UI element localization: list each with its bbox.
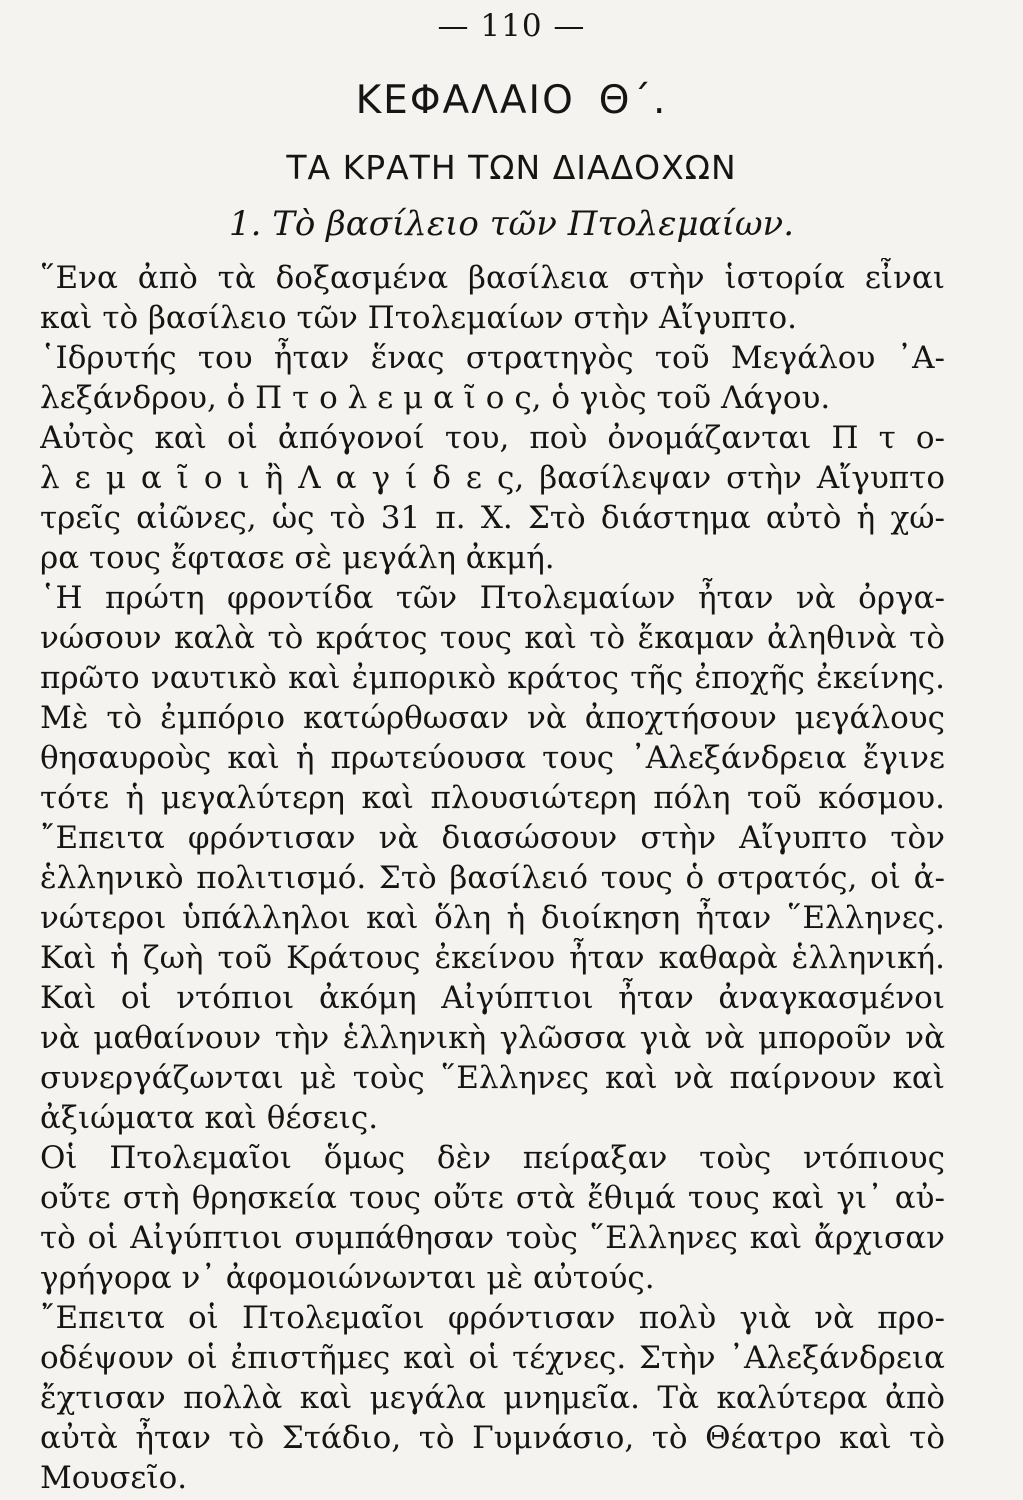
text-line: συνεργάζωνται μὲ τοὺς ῞Ελληνες καὶ νὰ παίρνουν καὶ xyxy=(40,1060,945,1096)
text-line: ῾Η πρώτη φροντίδα τῶν Πτολεμαίων ἦταν νὰ ὀργα- xyxy=(40,580,945,616)
text-line: καὶ τὸ βασίλειο τῶν Πτολεμαίων στὴν Αἴγυπτο. xyxy=(40,300,797,336)
text-line: λ ε μ α ῖ ο ι ἢ Λ α γ ί δ ε ς, βασίλεψαν στὴν Αἴγυπτο xyxy=(40,460,945,496)
text-line: οδέψουν οἱ ἐπιστῆμες καὶ οἱ τέχνες. Στὴν ᾿Αλεξάνδρεια xyxy=(40,1340,945,1376)
text-line: γρήγορα ν᾿ ἀφομοιώνωνται μὲ αὐτούς. xyxy=(40,1260,655,1296)
text-line: Μουσεῖο. xyxy=(40,1460,188,1496)
text-line: Μὲ τὸ ἐμπόριο κατώρθωσαν νὰ ἀποχτήσουν μεγάλους xyxy=(40,700,945,736)
chapter-word: ΚΕΦΑΛΑΙΟ xyxy=(355,78,575,123)
text-line: νώτεροι ὑπάλληλοι καὶ ὅλη ἡ διοίκηση ἦταν ῞Ελληνες. xyxy=(40,900,945,936)
text-line: ῞Ενα ἀπὸ τὰ δοξασμένα βασίλεια στὴν ἱστορία εἶναι xyxy=(40,260,945,296)
section-heading: 1. Τὸ βασίλειο τῶν Πτολεμαίων. xyxy=(228,204,795,244)
text-line: πρῶτο ναυτικὸ καὶ ἐμπορικὸ κράτος τῆς ἐποχῆς ἐκείνης. xyxy=(40,660,945,696)
text-line: ἔχτισαν πολλὰ καὶ μεγάλα μνημεῖα. Τὰ καλύτερα ἀπὸ xyxy=(40,1380,945,1416)
text-line: Οἱ Πτολεμαῖοι ὅμως δὲν πείραξαν τοὺς ντόπιους xyxy=(40,1140,945,1176)
chapter-title xyxy=(0,78,1023,123)
text-line: Αὐτὸς καὶ οἱ ἀπόγονοί του, ποὺ ὀνομάζανται Π τ ο- xyxy=(40,420,945,456)
text-line: θησαυροὺς καὶ ἡ πρωτεύουσα τους ᾿Αλεξάνδρεια ἔγινε xyxy=(40,740,945,776)
text-line: τὸ οἱ Αἰγύπτιοι συμπάθησαν τοὺς ῞Ελληνες καὶ ἄρχισαν xyxy=(40,1220,945,1256)
text-line: τότε ἡ μεγαλύτερη καὶ πλουσιώτερη πόλη τοῦ κόσμου. xyxy=(40,780,945,816)
text-line: ῎Επειτα φρόντισαν νὰ διασώσουν στὴν Αἴγυπτο τὸν xyxy=(40,820,945,856)
text-line: νὰ μαθαίνουν τὴν ἑλληνικὴ γλῶσσα γιὰ νὰ μποροῦν νὰ xyxy=(40,1020,945,1056)
text-line: αὐτὰ ἦταν τὸ Στάδιο, τὸ Γυμνάσιο, τὸ Θέατρο καὶ τὸ xyxy=(40,1420,945,1456)
text-line: τρεῖς αἰῶνες, ὡς τὸ 31 π. Χ. Στὸ διάστημα αὐτὸ ἡ χώ- xyxy=(40,500,945,536)
text-line: Καὶ οἱ ντόπιοι ἀκόμη Αἰγύπτιοι ἦταν ἀναγκασμένοι xyxy=(40,980,945,1016)
text-line: ῾Ιδρυτής του ἦταν ἕνας στρατηγὸς τοῦ Μεγάλου ᾿Α- xyxy=(40,340,945,376)
text-line: ῎Επειτα οἱ Πτολεμαῖοι φρόντισαν πολὺ γιὰ νὰ προ- xyxy=(40,1300,945,1336)
text-line: οὔτε στὴ θρησκεία τους οὔτε στὰ ἔθιμά τους καὶ γι᾿ αὐ- xyxy=(40,1180,945,1216)
text-line: νώσουν καλὰ τὸ κράτος τους καὶ τὸ ἔκαμαν ἀληθινὰ τὸ xyxy=(40,620,945,656)
page-number: — 110 — xyxy=(437,8,586,44)
chapter-numeral: Θ΄. xyxy=(598,78,668,123)
text-line: ἑλληνικὸ πολιτισμό. Στὸ βασίλειό τους ὁ στρατός, οἱ ἀ- xyxy=(40,860,945,896)
text-line: ἀξιώματα καὶ θέσεις. xyxy=(40,1100,379,1136)
page-subtitle: ΤΑ ΚΡΑΤΗ ΤΩΝ ΔΙΑΔΟΧΩΝ xyxy=(286,148,737,187)
text-line: Καὶ ἡ ζωὴ τοῦ Κράτους ἐκείνου ἦταν καθαρὰ ἑλληνική. xyxy=(40,940,945,976)
text-line: ρα τους ἔφτασε σὲ μεγάλη ἀκμή. xyxy=(40,540,555,576)
text-line: λεξάνδρου, ὁ Π τ ο λ ε μ α ῖ ο ς, ὁ γιὸς τοῦ Λάγου. xyxy=(40,380,831,416)
